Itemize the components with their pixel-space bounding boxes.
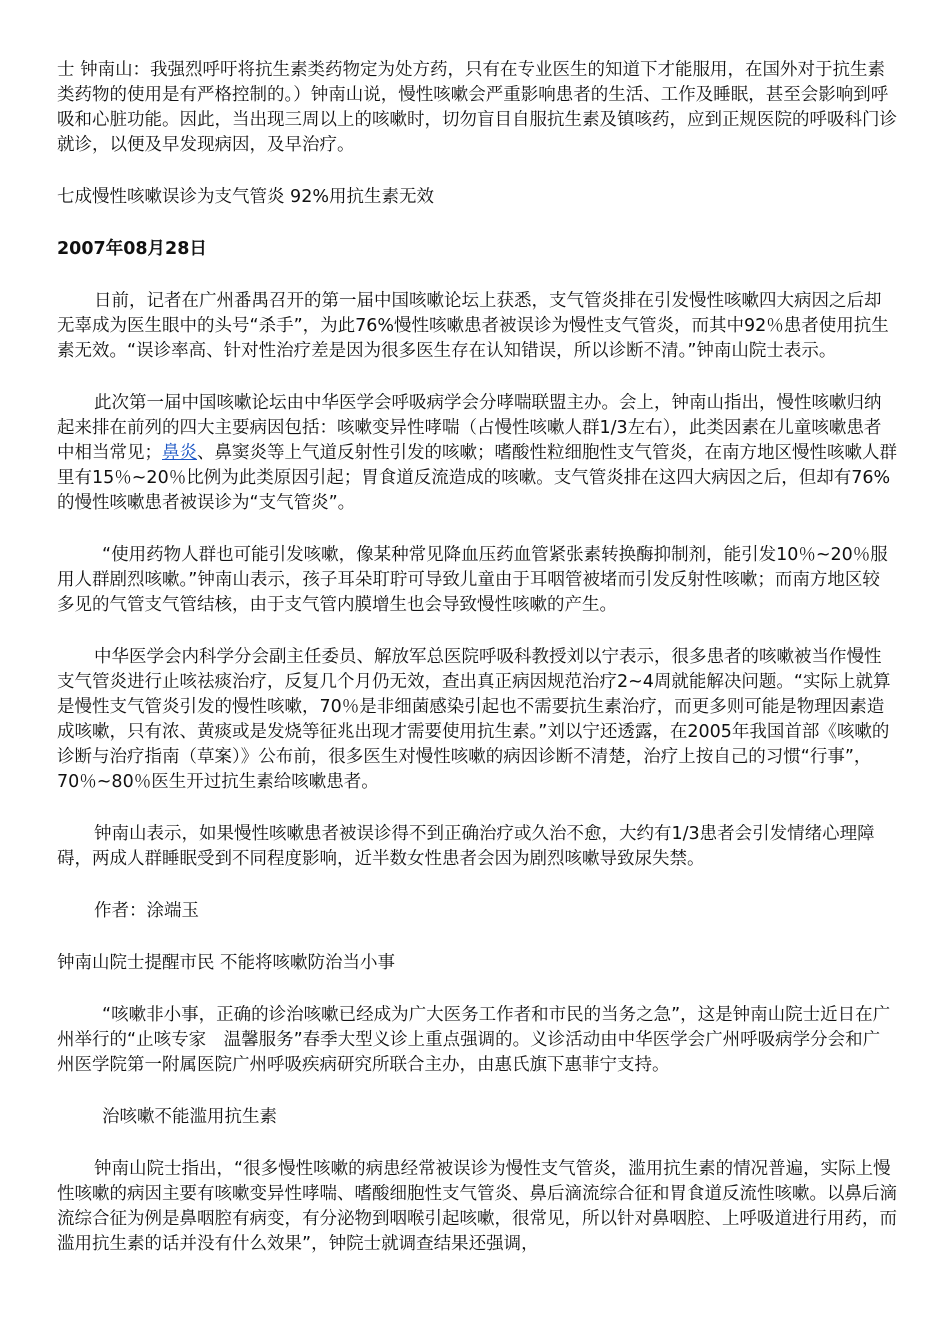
paragraph-2-part-b: 、鼻窦炎等上气道反射性引发的咳嗽；嗜酸性粒细胞性支气管炎，在南方地区慢性咳嗽人群里有15％~20％比例为此类原因引起；胃食道反流造成的咳嗽。支气管炎排在这四大病因之后，但却有76%的慢性咳嗽患者被误诊为“支气管炎”。	[57, 443, 897, 513]
paragraph-2-part-a: 此次第一届中国咳嗽论坛由中华医学会呼吸病学会分哮喘联盟主办。会上，钟南山指出，慢性咳嗽归纳起来排在前列的四大主要病因包括：咳嗽变异性哮喘（占慢性咳嗽人群1/3左右），此类因素在儿童咳嗽患者中相当常见；	[57, 393, 882, 463]
paragraph-2	[57, 391, 897, 516]
paragraph-7: 钟南山院士指出，“很多慢性咳嗽的病患经常被误诊为慢性支气管炎，滥用抗生素的情况普遍，实际上慢性咳嗽的病因主要有咳嗽变异性哮喘、嗜酸细胞性支气管炎、鼻后滴流综合征和胃食道反流性咳嗽。以鼻后滴流综合征为例是鼻咽腔有病变，有分泌物到咽喉引起咳嗽，很常见，所以针对鼻咽腔、上呼吸道进行用药，而滥用抗生素的话并没有什么效果”，钟院士就调查结果还强调，	[57, 1159, 897, 1254]
paragraph-4: 中华医学会内科学分会副主任委员、解放军总医院呼吸科教授刘以宁表示，很多患者的咳嗽被当作慢性支气管炎进行止咳祛痰治疗，反复几个月仍无效，查出真正病因规范治疗2~4周就能解决问题。“实际上就算是慢性支气管炎引发的慢性咳嗽，70％是非细菌感染引起也不需要抗生素治疗，而更多则可能是物理因素造成咳嗽，只有浓、黄痰或是发烧等征兆出现才需要使用抗生素。”刘以宁还透露，在2005年我国首部《咳嗽的诊断与治疗指南（草案）》公布前，很多医生对慢性咳嗽的病因诊断不清楚，治疗上按自己的习惯“行事”，70％~80％医生开过抗生素给咳嗽患者。	[57, 647, 891, 792]
paragraph-3: “使用药物人群也可能引发咳嗽，像某种常见降血压药血管紧张素转换酶抑制剂，能引发10％~20％服用人群剧烈咳嗽。”钟南山表示，孩子耳朵耵聍可导致儿童由于耳咽管被堵而引发反射性咳嗽；而南方地区较多见的气管支气管结核，由于支气管内膜增生也会导致慢性咳嗽的产生。	[57, 545, 888, 615]
paragraph-1: 日前，记者在广州番禺召开的第一届中国咳嗽论坛上获悉，支气管炎排在引发慢性咳嗽四大病因之后却无辜成为医生眼中的头号“杀手”，为此76%慢性咳嗽患者被误诊为慢性支气管炎，而其中92％患者使用抗生素无效。“误诊率高、针对性治疗差是因为很多医生存在认知错误，所以诊断不清。”钟南山院士表示。	[57, 291, 889, 361]
paragraph-5: 钟南山表示，如果慢性咳嗽患者被误诊得不到正确治疗或久治不愈，大约有1/3患者会引发情绪心理障碍，两成人群睡眠受到不同程度影响，近半数女性患者会因为剧烈咳嗽导致尿失禁。	[57, 824, 875, 869]
paragraph-intro: 士 钟南山：我强烈呼吁将抗生素类药物定为处方药，只有在专业医生的知道下才能服用，在国外对于抗生素类药物的使用是有严格控制的。）钟南山说，慢性咳嗽会严重影响患者的生活、工作及睡眠，甚至会影响到呼吸和心脏功能。因此，当出现三周以上的咳嗽时，切勿盲目自服抗生素及镇咳药，应到正规医院的呼吸科门诊就诊，以便及早发现病因，及早治疗。	[57, 60, 897, 155]
document-body	[57, 58, 897, 1284]
article-title-2: 钟南山院士提醒市民 不能将咳嗽防治当小事	[57, 953, 396, 973]
article-title-1: 七成慢性咳嗽误诊为支气管炎 92%用抗生素无效	[57, 187, 434, 207]
article-date: 2007年08月28日	[57, 239, 207, 259]
rhinitis-link[interactable]: 鼻炎	[162, 443, 197, 463]
paragraph-6: “咳嗽非小事，正确的诊治咳嗽已经成为广大医务工作者和市民的当务之急”，这是钟南山院士近日在广州举行的“止咳专家 温馨服务”春季大型义诊上重点强调的。义诊活动由中华医学会广州呼吸病学分会和广州医学院第一附属医院广州呼吸疾病研究所联合主办，由惠氏旗下惠菲宁支持。	[57, 1005, 891, 1075]
author-line: 作者：涂端玉	[94, 901, 199, 921]
section-subtitle: 治咳嗽不能滥用抗生素	[102, 1107, 277, 1127]
